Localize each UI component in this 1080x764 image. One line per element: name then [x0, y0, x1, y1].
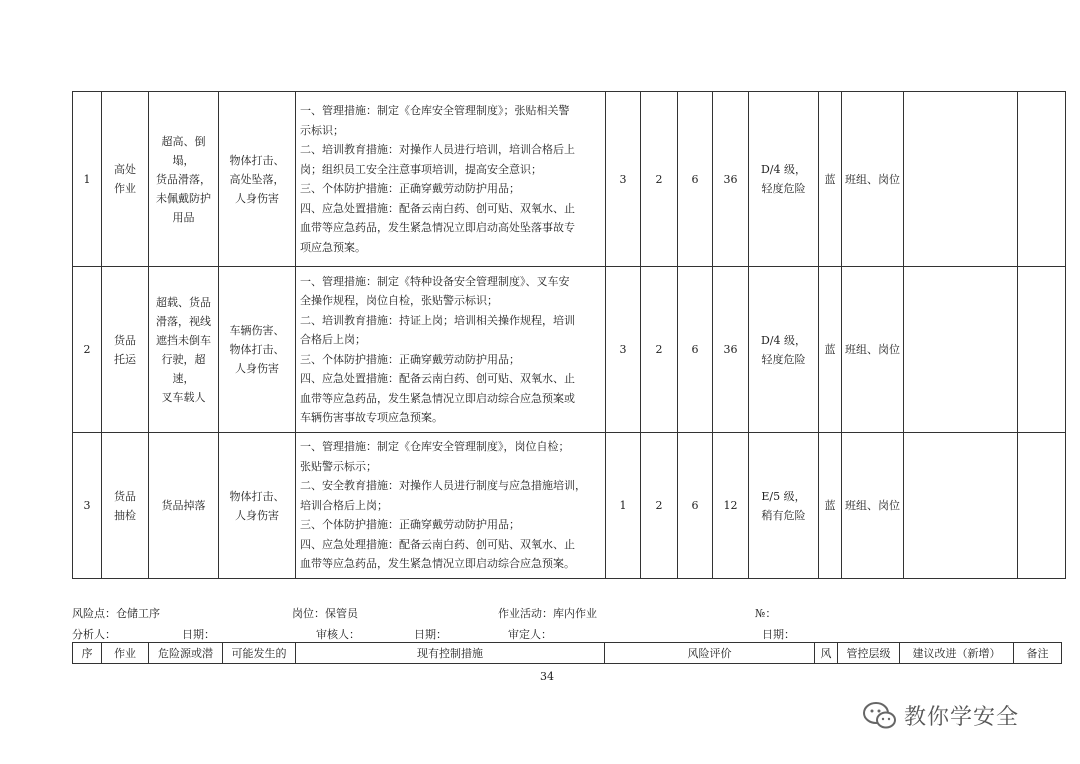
row-number: 3: [73, 433, 102, 579]
number-label: №：: [755, 607, 777, 620]
control-measures-line: 三、个体防护措施：正确穿戴劳动防护用品；: [300, 518, 520, 532]
hazard-source-line: 用品: [172, 210, 195, 224]
hazard-source-line: 未佩戴防护: [156, 191, 211, 205]
watermark: [862, 700, 1019, 731]
risk-level-line: D/4 级，: [760, 333, 807, 347]
work-activity-label: 作业活动：库内作业: [498, 607, 597, 620]
hazard-source-line: 货品滑落，: [156, 172, 211, 186]
hazard-source: [149, 92, 219, 267]
header-hazard: 危险源或潜: [149, 643, 223, 664]
score-d: 12: [713, 433, 749, 579]
work-activity-line: 货品: [114, 489, 136, 503]
header-activity: 作业: [102, 643, 149, 664]
hazard-source-line: 遮挡未倒车: [156, 333, 211, 347]
table-row: [73, 433, 1066, 579]
risk-point-label: 风险点：仓储工序: [72, 607, 160, 620]
hazard-source-line: 叉车载人: [161, 390, 206, 404]
possible-consequence-line: 车辆伤害、: [229, 324, 285, 337]
possible-consequence-line: 物体打击、: [229, 343, 285, 356]
suggested-improvement: [904, 433, 1018, 579]
control-measures-line: 血带等应急药品，发生紧急情况立即启动综合应急预案。: [300, 557, 575, 571]
possible-consequence-line: 人身伤害: [235, 362, 279, 375]
post-label: 岗位：保管员: [292, 607, 358, 620]
table-row: [73, 267, 1066, 433]
control-measures-line: 项应急预案。: [300, 240, 366, 254]
control-measures-line: 示标识；: [300, 123, 344, 137]
suggested-improvement: [904, 92, 1018, 267]
score-d: 36: [713, 267, 749, 433]
control-measures-line: 全操作规程，岗位自检，张贴警示标识；: [300, 294, 498, 307]
control-measures-line: 一、管理措施：制定《特种设备安全管理制度》、叉车安: [300, 274, 570, 288]
reviewer-date-label: 日期：: [414, 628, 447, 641]
header-no: 序: [73, 643, 102, 664]
header-risk-evaluation: 风险评价: [605, 643, 815, 664]
control-level: 班组、岗位: [842, 267, 904, 433]
hazard-source: [149, 267, 219, 433]
page-number: 34: [540, 670, 554, 683]
possible-consequence-line: 物体打击、: [229, 489, 285, 503]
score-c: 6: [678, 92, 713, 267]
risk-level-line: 轻度危险: [761, 352, 806, 366]
work-activity: [102, 267, 149, 433]
next-table-header: [72, 642, 1062, 664]
risk-level-line: E/5 级，: [761, 489, 806, 503]
control-measures-line: 合格后上岗；: [300, 333, 366, 346]
analyst-date-label: 日期：: [182, 628, 215, 641]
score-e: 2: [641, 267, 678, 433]
row-number: 2: [73, 267, 102, 433]
control-measures-line: 二、培训教育措施：对操作人员进行培训，培训合格后上: [300, 143, 575, 156]
hazard-source: [149, 433, 219, 579]
control-measures-line: 一、管理措施：制定《仓库安全管理制度》；张贴相关警: [300, 104, 570, 117]
control-measures-line: 二、安全教育措施：对操作人员进行制度与应急措施培训，: [300, 479, 586, 493]
work-activity-line: 作业: [114, 182, 136, 195]
score-l: 3: [606, 92, 641, 267]
header-suggestions: 建议改进（新增）: [900, 643, 1014, 664]
control-measures-line: 张贴警示标示；: [300, 459, 377, 473]
reviewer-label: 审核人：: [316, 628, 360, 641]
score-e: 2: [641, 92, 678, 267]
header-consequence: 可能发生的: [223, 643, 296, 664]
possible-consequence: [219, 267, 296, 433]
score-c: 6: [678, 433, 713, 579]
approver-label: 审定人：: [508, 628, 552, 641]
remarks: [1018, 267, 1066, 433]
possible-consequence-line: 高处坠落，: [229, 172, 285, 186]
score-l: 3: [606, 267, 641, 433]
risk-level-line: 稍有危险: [761, 508, 806, 522]
risk-color: 蓝: [819, 433, 842, 579]
wechat-icon: [862, 701, 898, 731]
work-activity-line: 托运: [114, 352, 136, 366]
score-e: 2: [641, 433, 678, 579]
possible-consequence-line: 物体打击、: [229, 153, 285, 167]
remarks: [1018, 92, 1066, 267]
control-measures-line: 三、个体防护措施：正确穿戴劳动防护用品；: [300, 182, 520, 195]
hazard-source-line: 行驶，超速，: [161, 352, 206, 385]
risk-level-line: 轻度危险: [761, 182, 806, 195]
approver-date-label: 日期：: [762, 628, 795, 641]
hazard-source-line: 滑落，视线: [156, 314, 211, 328]
possible-consequence: [219, 92, 296, 267]
work-activity: [102, 433, 149, 579]
control-measures-line: 一、管理措施：制定《仓库安全管理制度》，岗位自检；: [300, 440, 570, 454]
table-row: [73, 92, 1066, 267]
possible-consequence: [219, 433, 296, 579]
header-measures: 现有控制措施: [296, 643, 605, 664]
control-measures-line: 三、个体防护措施：正确穿戴劳动防护用品；: [300, 352, 520, 366]
control-measures-line: 岗；组织员工安全注意事项培训，提高安全意识；: [300, 162, 542, 176]
work-activity-line: 高处: [114, 163, 136, 176]
risk-color: 蓝: [819, 92, 842, 267]
control-measures-line: 四、应急处置措施：配备云南白药、创可贴、双氧水、止: [300, 201, 575, 215]
score-l: 1: [606, 433, 641, 579]
remarks: [1018, 433, 1066, 579]
hazard-source-line: 超载、货品: [156, 295, 211, 309]
risk-level-line: D/4 级，: [760, 163, 807, 176]
control-measures-line: 培训合格后上岗；: [300, 498, 388, 512]
risk-level: [749, 267, 819, 433]
header-remarks: 备注: [1014, 643, 1062, 664]
row-number: 1: [73, 92, 102, 267]
control-level: 班组、岗位: [842, 92, 904, 267]
work-activity-line: 货品: [114, 333, 136, 347]
control-measures-line: 车辆伤害事故专项应急预案。: [300, 411, 443, 424]
risk-level: [749, 92, 819, 267]
control-measures: [296, 433, 606, 579]
control-measures-line: 二、培训教育措施：持证上岗；培训相关操作规程，培训: [300, 313, 575, 327]
score-c: 6: [678, 267, 713, 433]
hazard-source-line: 超高、倒塌，: [161, 134, 206, 167]
risk-assessment-table: [72, 91, 1066, 579]
watermark-text: 教你学安全: [904, 705, 1020, 730]
control-level: 班组、岗位: [842, 433, 904, 579]
hazard-source-line: 货品掉落: [161, 499, 206, 512]
risk-level: [749, 433, 819, 579]
control-measures-line: 血带等应急药品，发生紧急情况立即启动高处坠落事故专: [300, 221, 575, 234]
risk-color: 蓝: [819, 267, 842, 433]
work-activity-line: 抽检: [114, 508, 136, 522]
control-measures-line: 血带等应急药品，发生紧急情况立即启动综合应急预案或: [300, 391, 575, 405]
header-control-level: 管控层级: [838, 643, 900, 664]
work-activity: [102, 92, 149, 267]
control-measures: [296, 92, 606, 267]
score-d: 36: [713, 92, 749, 267]
possible-consequence-line: 人身伤害: [235, 508, 279, 522]
analyst-label: 分析人：: [72, 628, 116, 641]
header-risk: 风: [815, 643, 838, 664]
control-measures-line: 四、应急处理措施：配备云南白药、创可贴、双氧水、止: [300, 537, 575, 551]
possible-consequence-line: 人身伤害: [235, 191, 279, 205]
control-measures: [296, 267, 606, 433]
suggested-improvement: [904, 267, 1018, 433]
control-measures-line: 四、应急处置措施：配备云南白药、创可贴、双氧水、止: [300, 372, 575, 385]
